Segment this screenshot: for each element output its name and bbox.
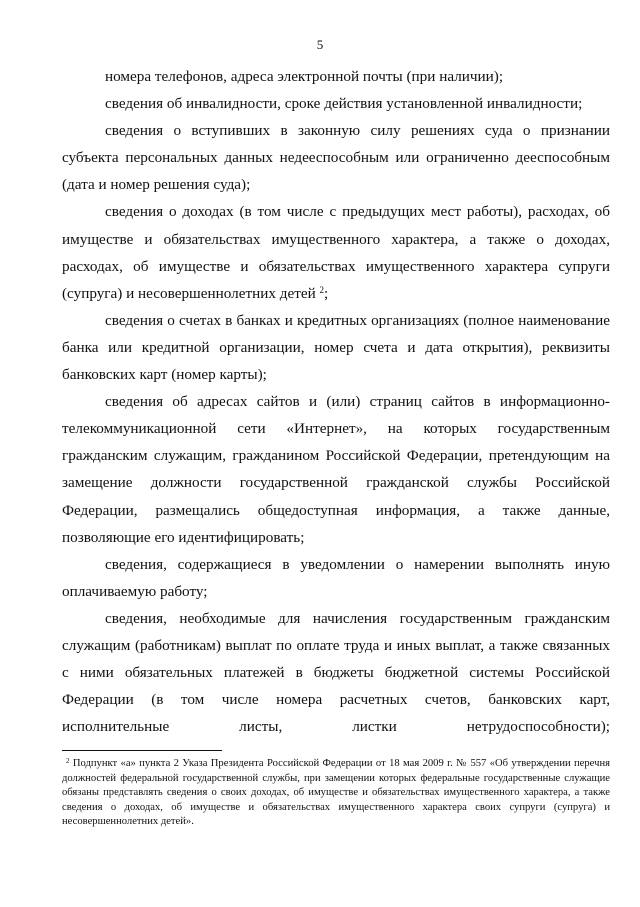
paragraph-bank-accounts: сведения о счетах в банках и кредитных организациях (полное наименование банка или кредитной организации, номер счета и дата открытия), реквизиты банковских карт (номер карты); [62, 311, 610, 384]
paragraph-income-text: сведения о доходах (в том числе с предыдущих мест работы), расходах, об имуществе и обязательствах имущественного характера, а также о доходах, расходах, об имуществе и обязательствах имущественного характера супруги (супруга) и несовершеннолетних детей [62, 203, 610, 302]
footnote-text: Подпункт «а» пункта 2 Указа Президента Российской Федерации от 18 мая 2009 г. № 557 «Об утверждении перечня должностей федеральной государственной службы, при замещении которых федеральные государственные служащие обязаны представлять сведения о своих доходах, об имуществе и обязательствах имущественного характера, а также сведения о доходах, об имуществе и обязательствах имущественного характера своих супруги (супруга) и несовершеннолетних детей». [62, 758, 610, 827]
paragraph-other-work: сведения, содержащиеся в уведомлении о намерении выполнять иную оплачиваемую работу; [62, 555, 610, 600]
page-number: 5 [316, 37, 324, 52]
footnote-divider [62, 750, 222, 751]
footnote-marker: 2 [66, 757, 70, 765]
paragraph-contacts: номера телефонов, адреса электронной почты (при наличии); [105, 68, 504, 85]
paragraph-income [62, 198, 610, 306]
paragraph-court-decisions: сведения о вступивших в законную силу решениях суда о признании субъекта персональных данных недееспособным или ограниченно дееспособным (дата и номер решения суда); [62, 122, 610, 194]
footnote-reference: 2 [319, 284, 325, 295]
paragraph-websites: сведения об адресах сайтов и (или) страниц сайтов в информационно-телекоммуникационной сети «Интернет», на которых государственным гражданским служащим, гражданином Российской Федерации, претендующим на замещение должности государственной гражданской службы Российской Федерации, размещались общедоступная информация, а также данные, позволяющие его идентифицировать; [62, 393, 610, 546]
paragraph-payments: сведения, необходимые для начисления государственным гражданским служащим (работникам) выплат по оплате труда и иных выплат, а также связанных с ними обязательных платежей в бюджеты бюджетной системы Российской Федерации (в том числе номера расчетных счетов, банковских карт, исполнительные листы, листки нетрудоспособности); [62, 609, 610, 736]
paragraph-disability: сведения об инвалидности, сроке действия установленной инвалидности; [105, 95, 583, 113]
footnote [62, 757, 610, 830]
document-body [62, 63, 610, 740]
footnote-reference-suffix: ; [324, 284, 329, 302]
